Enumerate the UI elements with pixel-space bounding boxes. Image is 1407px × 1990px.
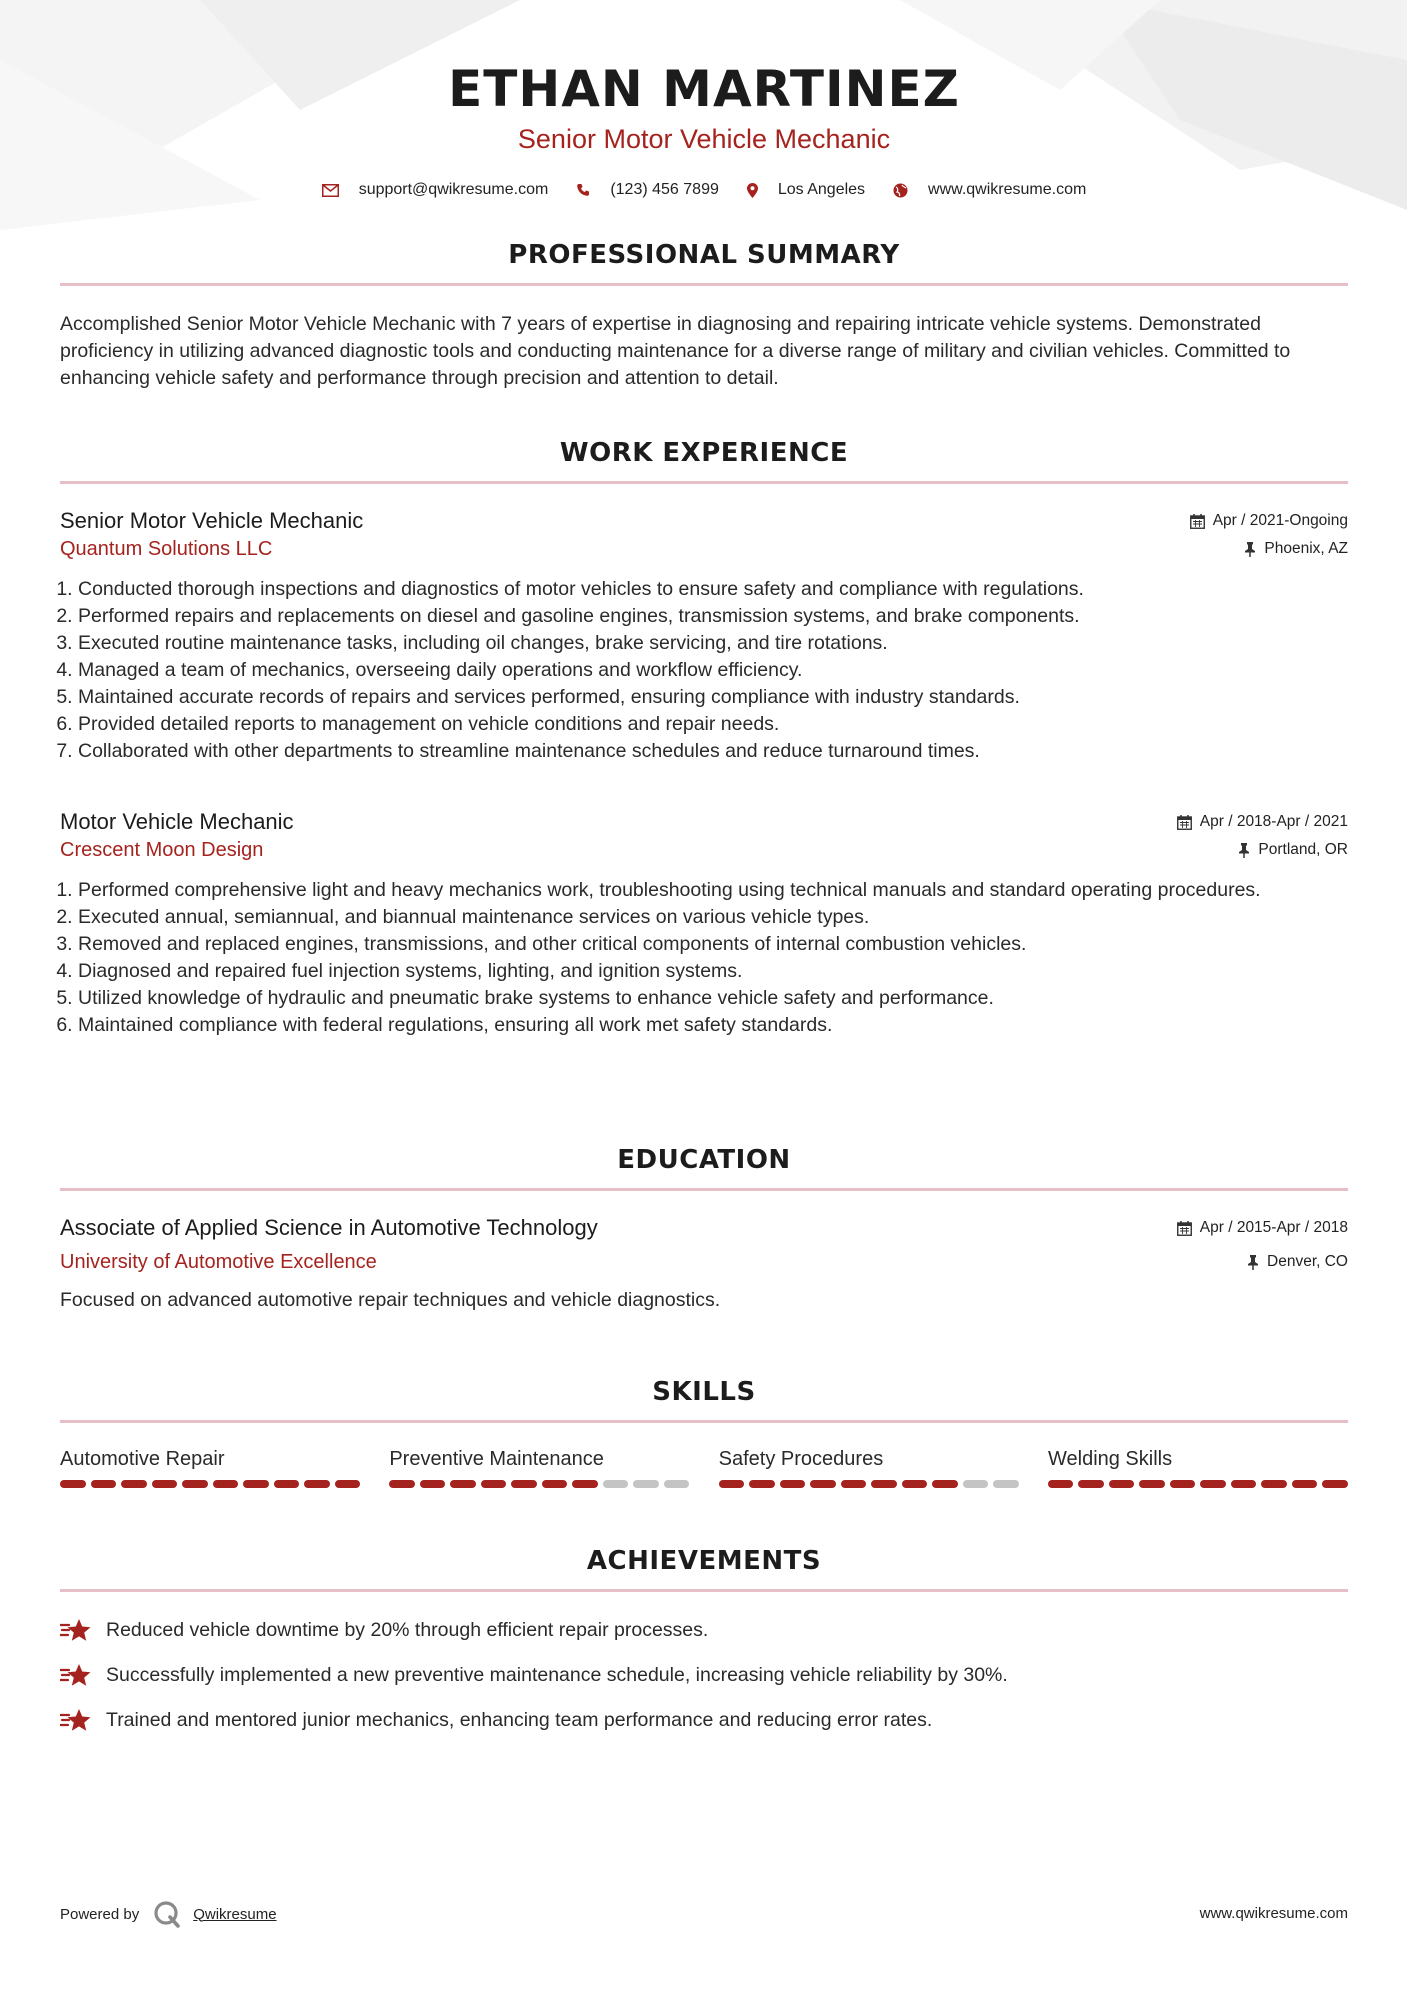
skill-segment-filled <box>389 1480 415 1488</box>
list-item: 1. Performed comprehensive light and heavy mechanics work, troubleshooting using technical manuals and standard operating procedures. <box>78 877 1348 904</box>
skill-segment-empty <box>993 1480 1019 1488</box>
education-degree: Associate of Applied Science in Automotive Technology <box>60 1215 598 1240</box>
contact-location-text: Los Angeles <box>777 181 866 198</box>
skill-segment-filled <box>902 1480 928 1488</box>
job-location-text: Phoenix, AZ <box>1264 540 1348 557</box>
skill-segment-filled <box>572 1480 598 1488</box>
skills-list <box>60 1446 1348 1488</box>
skill-segment-filled <box>335 1480 361 1488</box>
skill-segment-filled <box>1292 1480 1318 1488</box>
experience-divider <box>60 481 1348 484</box>
qwikresume-link[interactable]: Qwikresume <box>193 1905 277 1923</box>
skill-segment-filled <box>481 1480 507 1488</box>
list-item: 2. Executed annual, semiannual, and biannual maintenance services on various vehicle types. <box>78 904 1348 931</box>
contact-location <box>747 180 865 200</box>
skill-segment-filled <box>1078 1480 1104 1488</box>
summary-text: Accomplished Senior Motor Vehicle Mechanic with 7 years of expertise in diagnosing and repairing intricate vehicle systems. Demonstrated proficiency in utilizing advanced diagnostic tools and conducting maintenance for a diverse range of military and civilian vehicles. Committed to enhancing vehicle safety and performance through precision and attention to detail. <box>60 313 1291 389</box>
list-item <box>60 1653 1348 1698</box>
skills-divider <box>60 1420 1348 1423</box>
skill-segment-filled <box>1322 1480 1348 1488</box>
skill-segment-filled <box>91 1480 117 1488</box>
job-location <box>1238 841 1348 859</box>
skill-segment-empty <box>963 1480 989 1488</box>
skill-segment-empty <box>633 1480 659 1488</box>
achievements-list <box>60 1608 1348 1743</box>
skill-segment-filled <box>182 1480 208 1488</box>
education-location <box>1247 1253 1348 1271</box>
job-dates-text: Apr / 2021-Ongoing <box>1212 512 1348 529</box>
job-entry <box>60 508 1348 765</box>
star-icon <box>60 1663 92 1689</box>
education-school: University of Automotive Excellence <box>60 1251 377 1273</box>
skill-segment-filled <box>152 1480 178 1488</box>
skill-segment-filled <box>121 1480 147 1488</box>
calendar-icon <box>1190 514 1205 529</box>
skill-name: Safety Procedures <box>718 1448 884 1470</box>
experience-heading: WORK EXPERIENCE <box>559 438 849 468</box>
skill-segment-filled <box>780 1480 806 1488</box>
list-item <box>60 1698 1348 1743</box>
job-entry <box>60 809 1348 1039</box>
footer-website[interactable]: www.qwikresume.com <box>1199 1905 1348 1922</box>
job-duties-list <box>60 877 1348 1039</box>
pushpin-icon <box>1247 1255 1259 1270</box>
skill-level-bar <box>60 1480 360 1488</box>
globe-icon <box>893 183 908 198</box>
achievements-heading: ACHIEVEMENTS <box>586 1546 822 1576</box>
skill-segment-filled <box>213 1480 239 1488</box>
achievements-divider <box>60 1589 1348 1592</box>
skill-segment-filled <box>304 1480 330 1488</box>
skill-segment-filled <box>719 1480 745 1488</box>
skill-name: Preventive Maintenance <box>389 1448 604 1470</box>
contact-bar <box>60 180 1348 200</box>
contact-email-text: support@qwikresume.com <box>358 181 549 198</box>
education-dates <box>1177 1219 1348 1237</box>
skill-segment-filled <box>60 1480 86 1488</box>
pushpin-icon <box>1244 542 1256 557</box>
job-location-text: Portland, OR <box>1258 841 1348 858</box>
qwikresume-logo-icon <box>153 1900 181 1928</box>
skill-segment-empty <box>664 1480 690 1488</box>
job-title: Motor Vehicle Mechanic <box>60 809 294 834</box>
skill-segment-filled <box>1231 1480 1257 1488</box>
education-divider <box>60 1188 1348 1191</box>
contact-email[interactable] <box>322 180 549 200</box>
calendar-icon <box>1177 815 1192 830</box>
contact-phone-text: (123) 456 7899 <box>610 181 719 198</box>
resume-page <box>60 0 1348 1990</box>
skill-segment-filled <box>1048 1480 1074 1488</box>
skill-level-bar <box>719 1480 1019 1488</box>
achievement-text: Trained and mentored junior mechanics, enhancing team performance and reducing error rates. <box>106 1709 933 1731</box>
job-dates <box>1177 813 1348 831</box>
list-item: 3. Removed and replaced engines, transmissions, and other critical components of internal combustion vehicles. <box>78 931 1348 958</box>
skill-segment-filled <box>511 1480 537 1488</box>
candidate-name: ETHAN MARTINEZ <box>448 60 960 118</box>
skill-segment-filled <box>1200 1480 1226 1488</box>
skill-segment-filled <box>749 1480 775 1488</box>
skill-segment-filled <box>274 1480 300 1488</box>
candidate-role: Senior Motor Vehicle Mechanic <box>517 124 891 154</box>
list-item <box>60 1608 1348 1653</box>
education-entry <box>60 1215 1348 1314</box>
list-item: 2. Performed repairs and replacements on diesel and gasoline engines, transmission systems, and brake components. <box>78 603 1348 630</box>
star-icon <box>60 1618 92 1644</box>
job-company: Quantum Solutions LLC <box>60 538 273 560</box>
list-item: 4. Diagnosed and repaired fuel injection systems, lighting, and ignition systems. <box>78 958 1348 985</box>
skill-level-bar <box>1048 1480 1348 1488</box>
list-item: 5. Utilized knowledge of hydraulic and pneumatic brake systems to enhance vehicle safety and performance. <box>78 985 1348 1012</box>
skill-item <box>1048 1446 1348 1488</box>
pushpin-icon <box>1238 843 1250 858</box>
map-marker-icon <box>747 183 758 198</box>
powered-by-label: Powered by <box>60 1905 140 1923</box>
skill-segment-filled <box>810 1480 836 1488</box>
skill-item <box>60 1446 360 1488</box>
contact-website-text: www.qwikresume.com <box>928 181 1087 198</box>
job-company: Crescent Moon Design <box>60 839 264 861</box>
skill-segment-filled <box>1170 1480 1196 1488</box>
list-item: 7. Collaborated with other departments to streamline maintenance schedules and reduce turnaround times. <box>78 738 1348 765</box>
phone-icon <box>576 183 590 197</box>
job-title: Senior Motor Vehicle Mechanic <box>60 508 364 533</box>
skill-segment-filled <box>871 1480 897 1488</box>
skill-item <box>719 1446 1019 1488</box>
list-item: 3. Executed routine maintenance tasks, including oil changes, brake servicing, and tire rotations. <box>78 630 1348 657</box>
achievement-text: Successfully implemented a new preventive maintenance schedule, increasing vehicle reliability by 30%. <box>106 1664 1008 1686</box>
list-item: 4. Managed a team of mechanics, overseeing daily operations and workflow efficiency. <box>78 657 1348 684</box>
education-description: Focused on advanced automotive repair techniques and vehicle diagnostics. <box>60 1289 721 1311</box>
skills-heading: SKILLS <box>652 1377 756 1407</box>
skill-name: Automotive Repair <box>60 1448 225 1470</box>
education-location-text: Denver, CO <box>1267 1253 1348 1270</box>
summary-divider <box>60 283 1348 286</box>
contact-website[interactable] <box>893 180 1086 200</box>
skill-level-bar <box>389 1480 689 1488</box>
skill-segment-filled <box>420 1480 446 1488</box>
job-dates <box>1190 512 1348 530</box>
list-item: 1. Conducted thorough inspections and diagnostics of motor vehicles to ensure safety and compliance with regulations. <box>78 576 1348 603</box>
skill-segment-filled <box>450 1480 476 1488</box>
skill-segment-empty <box>603 1480 629 1488</box>
summary-heading: PROFESSIONAL SUMMARY <box>508 240 900 270</box>
skill-item <box>389 1446 689 1488</box>
skill-segment-filled <box>932 1480 958 1488</box>
footer-branding <box>60 1900 277 1928</box>
calendar-icon <box>1177 1221 1192 1236</box>
contact-phone[interactable] <box>576 180 719 200</box>
skill-segment-filled <box>1109 1480 1135 1488</box>
star-icon <box>60 1708 92 1734</box>
list-item: 6. Maintained compliance with federal regulations, ensuring all work met safety standards. <box>78 1012 1348 1039</box>
resume-header <box>60 58 1348 200</box>
list-item: 6. Provided detailed reports to management on vehicle conditions and repair needs. <box>78 711 1348 738</box>
envelope-icon <box>322 184 339 197</box>
skill-name: Welding Skills <box>1047 1448 1173 1470</box>
skill-segment-filled <box>1261 1480 1287 1488</box>
education-dates-text: Apr / 2015-Apr / 2018 <box>1199 1219 1348 1236</box>
education-heading: EDUCATION <box>617 1145 791 1175</box>
job-location <box>1244 540 1348 558</box>
skill-segment-filled <box>841 1480 867 1488</box>
skill-segment-filled <box>243 1480 269 1488</box>
skill-segment-filled <box>542 1480 568 1488</box>
skill-segment-filled <box>1139 1480 1165 1488</box>
job-dates-text: Apr / 2018-Apr / 2021 <box>1199 813 1348 830</box>
list-item: 5. Maintained accurate records of repairs and services performed, ensuring compliance with industry standards. <box>78 684 1348 711</box>
achievement-text: Reduced vehicle downtime by 20% through efficient repair processes. <box>106 1619 709 1641</box>
job-duties-list <box>60 576 1348 765</box>
